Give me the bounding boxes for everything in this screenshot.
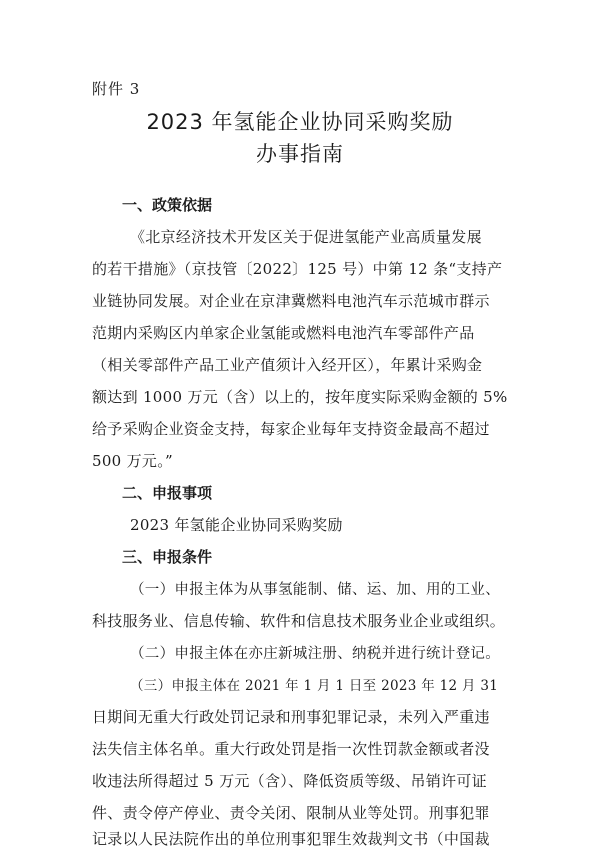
section-heading-policy-basis: 一、政策依据 xyxy=(122,196,213,214)
paragraph-line: 收违法所得超过 5 万元（含）、降低资质等级、吊销许可证 xyxy=(92,772,487,790)
paragraph-line: 500 万元。” xyxy=(92,452,173,470)
paragraph-line: 额达到 1000 万元（含）以上的，按年度实际采购金额的 5% xyxy=(92,388,508,406)
paragraph-line: 记录以人民法院作出的单位刑事犯罪生效裁判文书（中国裁 xyxy=(92,830,490,848)
section-heading-application-item: 二、申报事项 xyxy=(122,484,213,502)
document-title: 2023 年氢能企业协同采购奖励 xyxy=(146,110,454,134)
paragraph-line: （二）申报主体在亦庄新城注册、纳税并进行统计登记。 xyxy=(130,646,500,662)
paragraph-line: （一）申报主体为从事氢能制、储、运、加、用的工业、 xyxy=(130,582,500,598)
attachment-label: 附件 3 xyxy=(92,80,141,98)
paragraph-line: 科技服务业、信息传输、软件和信息技术服务业企业或组织。 xyxy=(92,612,506,630)
paragraph-line: 2023 年氢能企业协同采购奖励 xyxy=(130,516,343,534)
paragraph-line: （相关零部件产品工业产值须计入经开区），年累计采购金 xyxy=(92,356,483,374)
paragraph-line: 业链协同发展。对企业在京津冀燃料电池汽车示范城市群示 xyxy=(92,292,490,310)
paragraph-line: 范期内采购区内单家企业氢能或燃料电池汽车零部件产品 xyxy=(92,324,475,342)
paragraph-line: 《北京经济技术开发区关于促进氢能产业高质量发展 xyxy=(130,228,482,246)
paragraph-line: 法失信主体名单。重大行政处罚是指一次性罚款金额或者没 xyxy=(92,740,490,758)
paragraph-line: （三）申报主体在 2021 年 1 月 1 日至 2023 年 12 月 31 xyxy=(130,678,499,694)
paragraph-line: 日期间无重大行政处罚记录和刑事犯罪记录，未列入严重违 xyxy=(92,708,490,726)
section-heading-application-conditions: 三、申报条件 xyxy=(122,548,213,566)
paragraph-line: 给予采购企业资金支持，每家企业每年支持资金最高不超过 xyxy=(92,420,490,438)
document-subtitle: 办事指南 xyxy=(256,142,344,166)
paragraph-line: 件、责令停产停业、责令关闭、限制从业等处罚。刑事犯罪 xyxy=(92,804,490,822)
paragraph-line: 的若干措施》（京技管〔2022〕125 号）中第 12 条“支持产 xyxy=(92,260,503,278)
